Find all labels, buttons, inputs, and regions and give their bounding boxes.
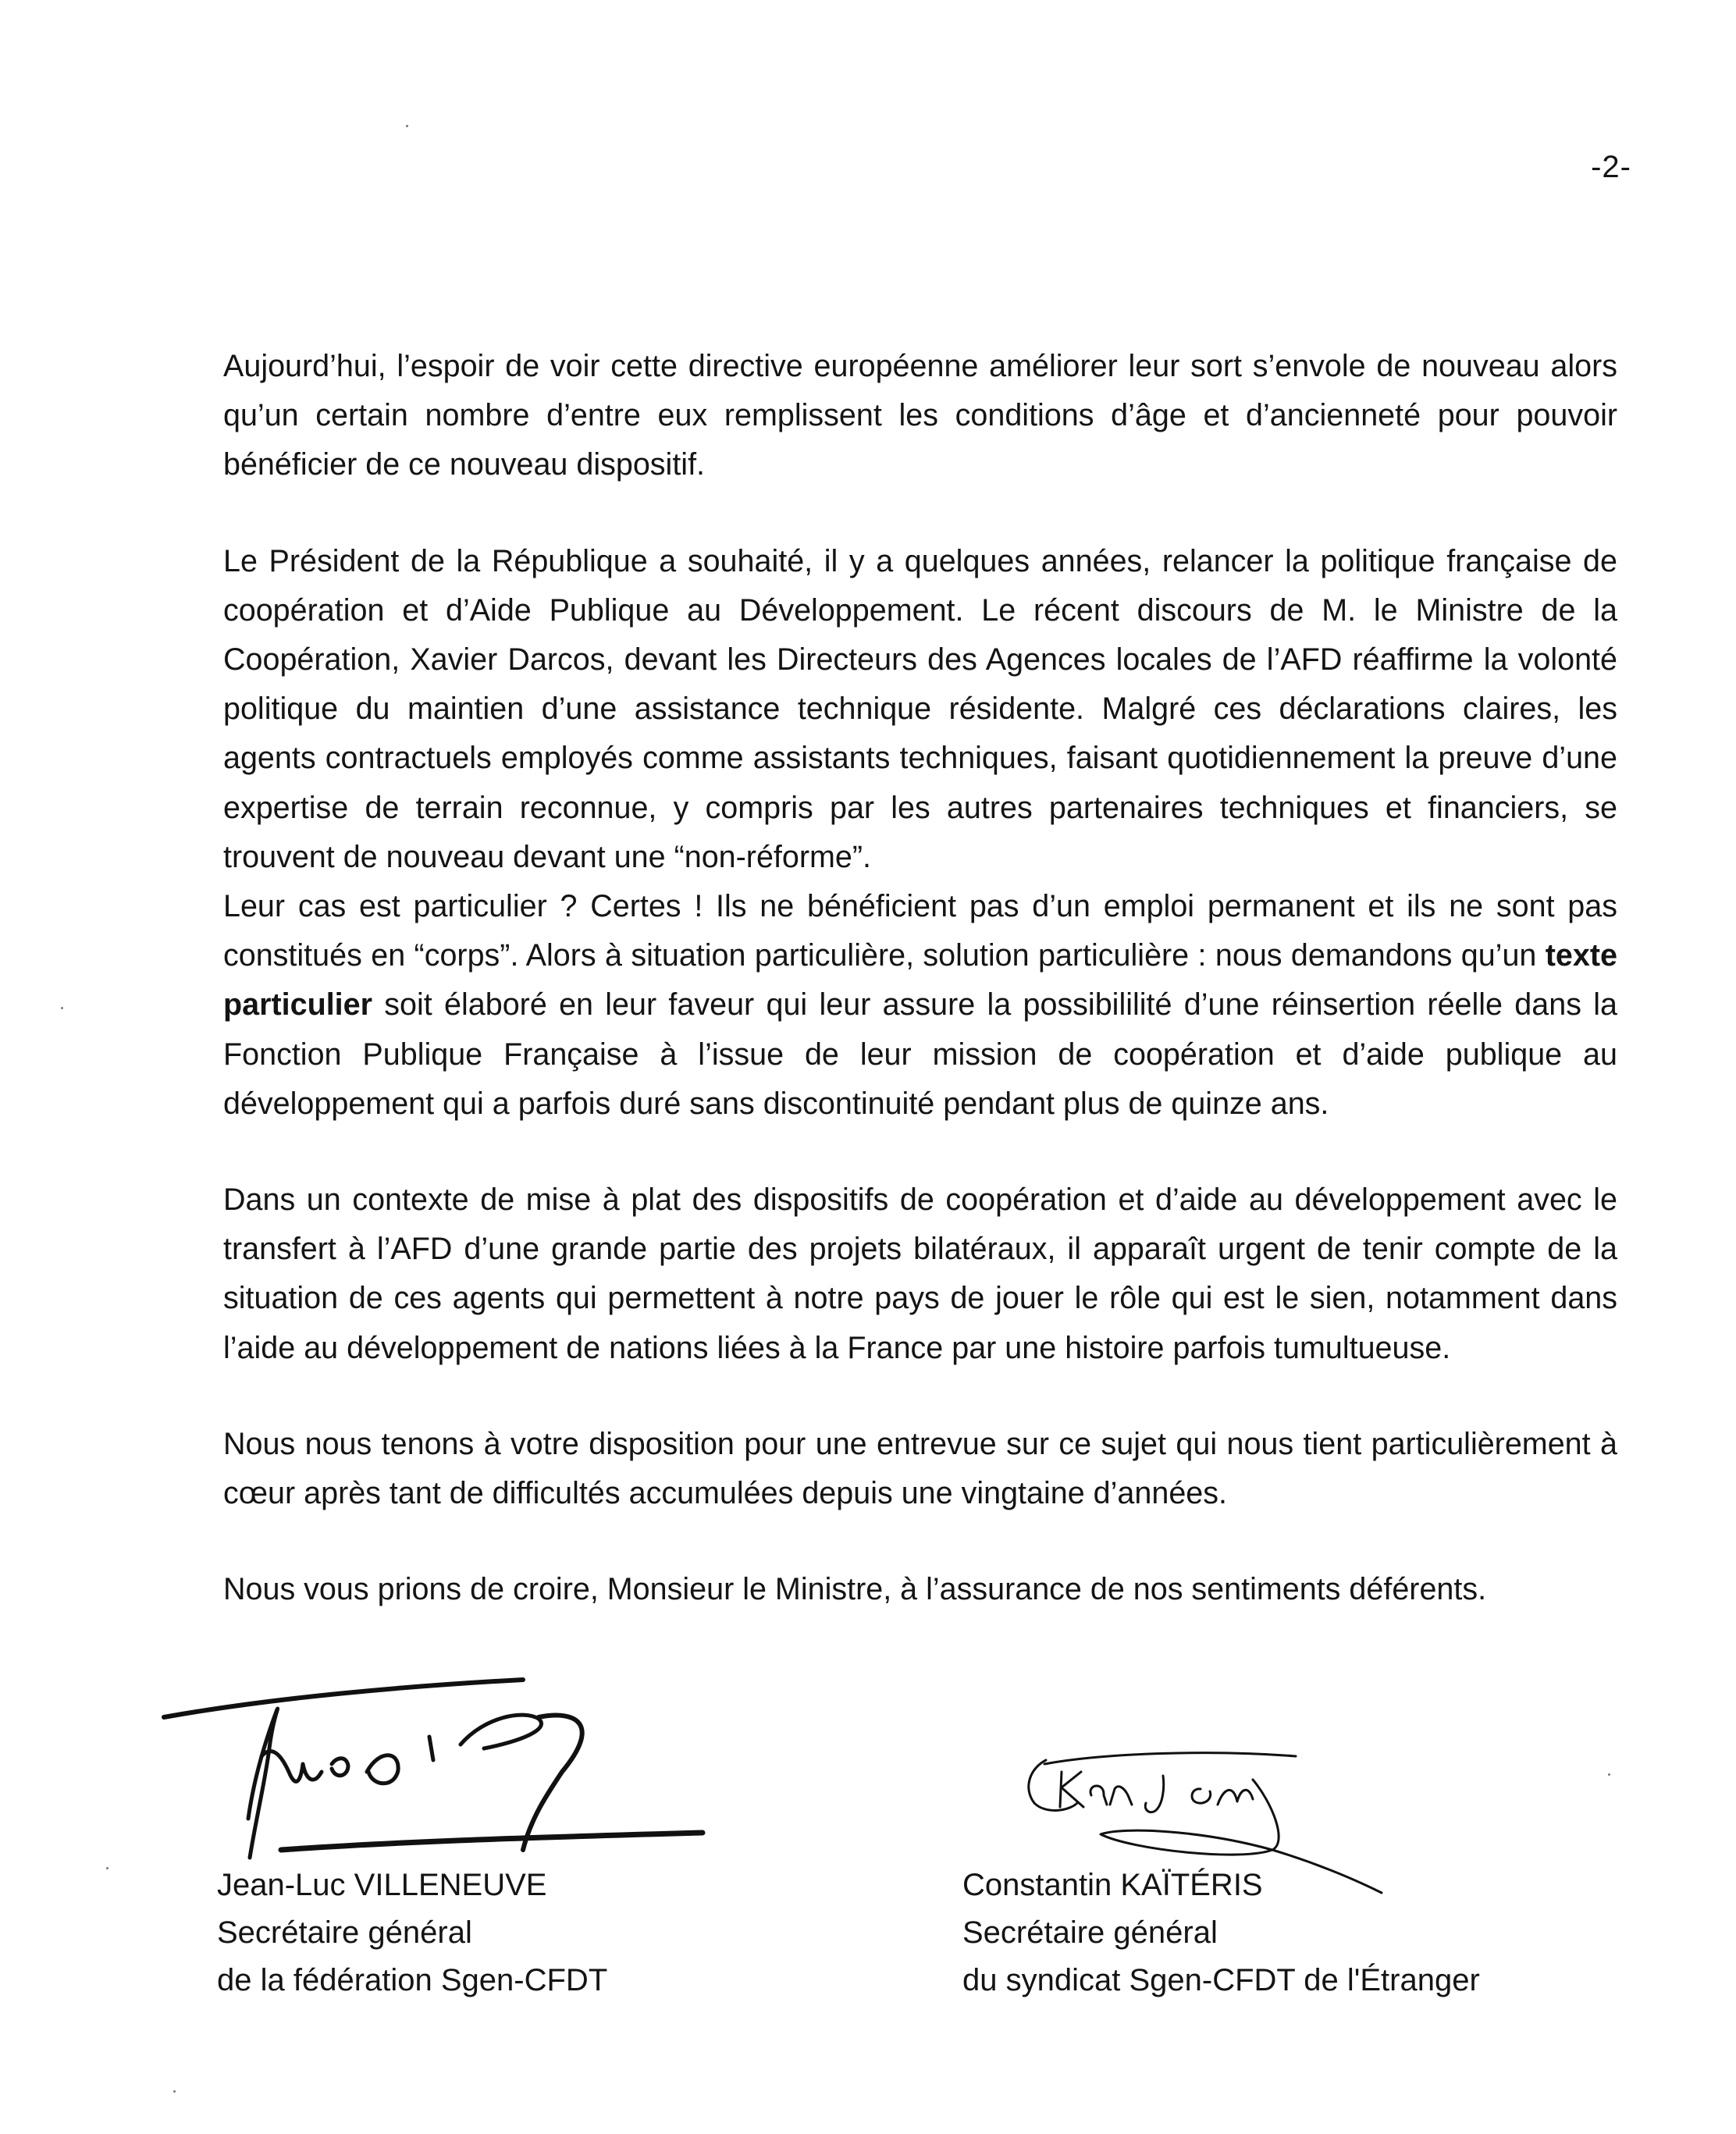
paragraph-3-end: soit élaboré en leur faveur qui leur assure la possibililité d’une réinsertion réelle dans la Fonction Publique Française à l’issue de leur mission de coopération et d’aide publique au développement qui a parfois duré sans discontinuité pendant plus de quinze ans.	[223, 987, 1617, 1121]
paragraph-3	[223, 882, 1617, 1129]
signatory-role: Secrétaire général	[962, 1915, 1218, 1950]
signatory-right	[962, 1862, 1480, 2004]
signatory-left	[217, 1862, 607, 2004]
letter-body	[223, 342, 1617, 1614]
scan-speck	[106, 1867, 108, 1869]
scan-speck	[1608, 1773, 1610, 1776]
paragraph-3-start: Leur cas est particulier ? Certes ! Ils ne bénéficient pas d’un emploi permanent et ils ne sont pas constitués en “corps”. Alors à situation particulière, solution particulière : nous demandons qu’un	[223, 889, 1617, 973]
signatory-organization: du syndicat Sgen-CFDT de l'Étranger	[962, 1963, 1480, 1997]
emphasis-text: texte particulier	[223, 938, 1617, 1023]
closing-formula: Nous vous prions de croire, Monsieur le Ministre, à l’assurance de nos sentiments déférents.	[223, 1572, 1487, 1607]
paragraph-5: Nous nous tenons à votre disposition pour une entrevue sur ce sujet qui nous tient particulièrement à cœur après tant de difficultés accumulées depuis une vingtaine d’années.	[223, 1426, 1617, 1511]
paragraph-2: Le Président de la République a souhaité, il y a quelques années, relancer la politique française de coopération et d’Aide Publique au Développement. Le récent discours de M. le Ministre de la Coopération, Xavier Darcos, devant les Directeurs des Agences locales de l’AFD réaffirme la volonté politique du maintien d’une assistance technique résidente. Malgré ces déclarations claires, les agents contractuels employés comme assistants techniques, faisant quotidiennement la preuve d’une expertise de terrain reconnue, y compris par les autres partenaires techniques et financiers, se trouvent de nouveau devant une “non-réforme”.	[223, 543, 1617, 874]
signatory-name: Constantin KAÏTÉRIS	[962, 1868, 1263, 1902]
signatory-name: Jean-Luc VILLENEUVE	[217, 1868, 547, 1902]
scan-speck	[173, 2090, 176, 2093]
signatory-role: Secrétaire général	[217, 1915, 472, 1950]
signature-left	[156, 1663, 718, 1865]
scan-speck	[406, 125, 408, 127]
paragraph-1: Aujourd’hui, l’espoir de voir cette directive européenne améliorer leur sort s’envole de nouveau alors qu’un certain nombre d’entre eux remplissent les conditions d’âge et d’ancienneté pour pouvoir bénéficier de ce nouveau dispositif.	[223, 349, 1617, 482]
page-number: -2-	[1591, 150, 1631, 184]
signatory-organization: de la fédération Sgen-CFDT	[217, 1963, 608, 1997]
scan-speck	[61, 1007, 63, 1009]
paragraph-4: Dans un contexte de mise à plat des dispositifs de coopération et d’aide au développement avec le transfert à l’AFD d’une grande partie des projets bilatéraux, il apparaît urgent de tenir compte de la situation de ces agents qui permettent à notre pays de jouer le rôle qui est le sien, notamment dans l’aide au développement de nations liées à la France par une histoire parfois tumultueuse.	[223, 1183, 1617, 1365]
